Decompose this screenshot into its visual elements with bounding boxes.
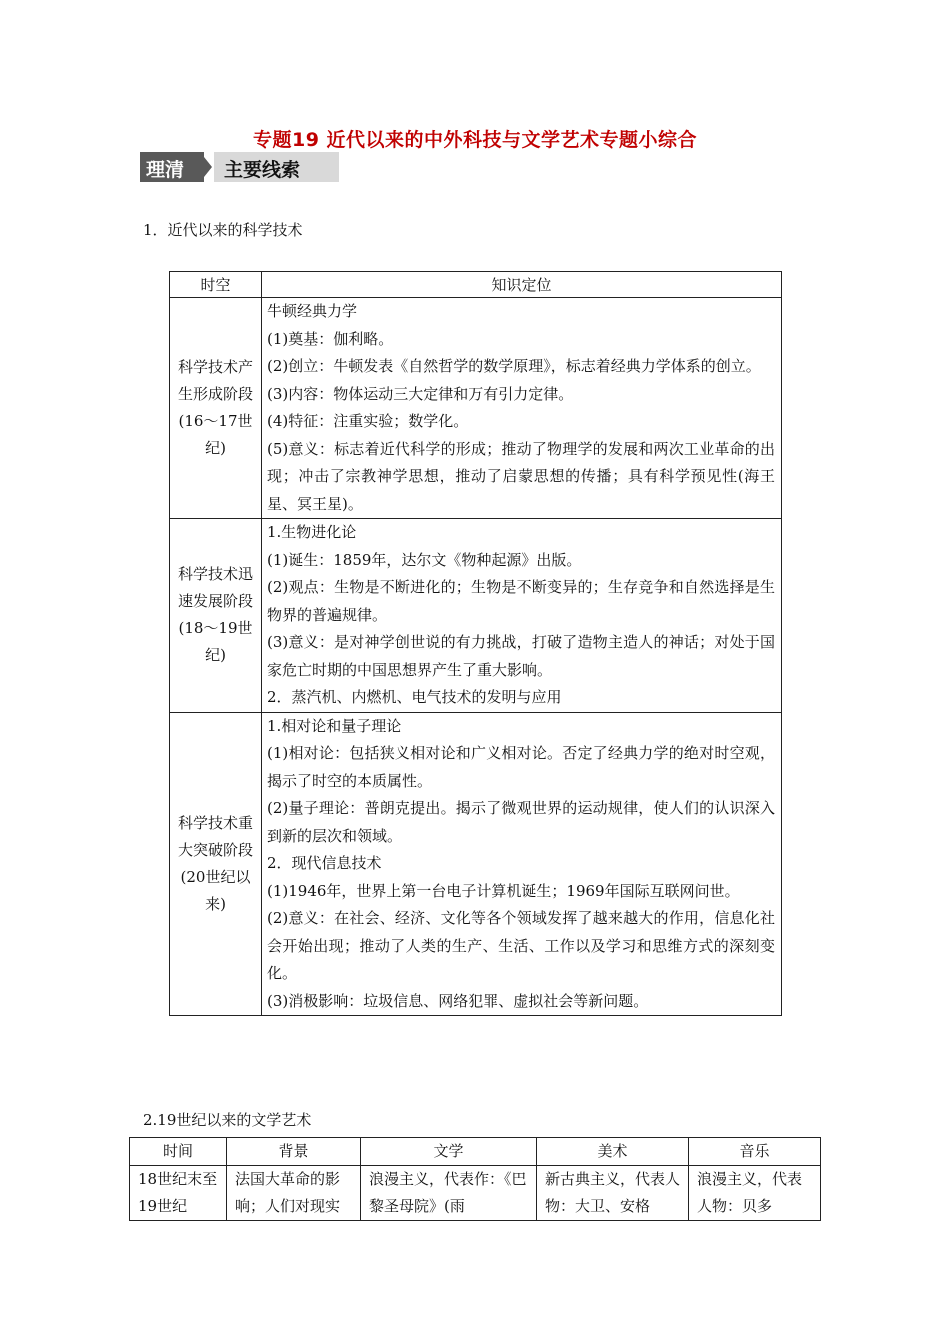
science-table — [169, 271, 782, 1016]
content-line: 1.生物进化论 — [267, 523, 357, 541]
period-cell: 科学技术产生形成阶段(16～17世纪) — [170, 298, 262, 519]
header-cell: 背景 — [227, 1138, 361, 1166]
table-cell: 18世纪末至19世纪 — [130, 1166, 227, 1221]
content-line: (3)内容：物体运动三大定律和万有引力定律。 — [267, 384, 574, 403]
page-title: 专题19 近代以来的中外科技与文学艺术专题小综合 — [252, 129, 698, 151]
section2-heading: 2.19世纪以来的文学艺术 — [143, 1111, 312, 1129]
header-cell: 时空 — [170, 272, 262, 298]
table-header-row — [170, 272, 782, 298]
content-line: (1)诞生：1859年，达尔文《物种起源》出版。 — [267, 550, 582, 569]
banner-tag: 理清 — [146, 159, 185, 181]
table-row — [170, 519, 782, 713]
period-cell: 科学技术迅速发展阶段(18～19世纪) — [170, 519, 262, 713]
content-line: (4)特征：注重实验；数学化。 — [267, 412, 469, 430]
content-line: (2)创立：牛顿发表《自然哲学的数学原理》，标志着经典力学体系的创立。 — [267, 357, 761, 375]
content-line: 1.相对论和量子理论 — [267, 716, 402, 735]
banner-label: 主要线索 — [224, 159, 301, 181]
content-line: (3)消极影响：垃圾信息、网络犯罪、虚拟社会等新问题。 — [267, 991, 649, 1010]
table-cell: 浪漫主义，代表作：《巴黎圣母院》(雨 — [361, 1166, 537, 1221]
content-line: (1)奠基：伽利略。 — [267, 329, 394, 348]
section-banner — [140, 152, 339, 182]
header-cell: 知识定位 — [262, 272, 782, 298]
content-line: 2．蒸汽机、内燃机、电气技术的发明与应用 — [267, 688, 562, 706]
content-line: (2)量子理论：普朗克提出。揭示了微观世界的运动规律，使人们的认识深入到新的层次和领域。 — [267, 799, 775, 845]
table-cell: 浪漫主义，代表人物：贝多 — [689, 1166, 821, 1221]
content-line: (1)相对论：包括狭义相对论和广义相对论。否定了经典力学的绝对时空观，揭示了时空的本质属性。 — [267, 744, 775, 790]
content-line: (5)意义：标志着近代科学的形成；推动了物理学的发展和两次工业革命的出现；冲击了宗教神学思想，推动了启蒙思想的传播；具有科学预见性(海王星、冥王星)。 — [267, 439, 775, 513]
header-cell: 文学 — [361, 1138, 537, 1166]
header-cell: 时间 — [130, 1138, 227, 1166]
content-line: (3)意义：是对神学创世说的有力挑战，打破了造物主造人的神话；对处于国家危亡时期的中国思想界产生了重大影响。 — [267, 633, 775, 679]
content-cell — [262, 298, 782, 519]
table-cell: 新古典主义，代表人物：大卫、安格 — [537, 1166, 689, 1221]
section1-heading: 1．近代以来的科学技术 — [143, 221, 303, 239]
period-cell: 科学技术重大突破阶段(20世纪以来) — [170, 712, 262, 1016]
table-header-row — [130, 1138, 821, 1166]
table-row — [170, 298, 782, 519]
banner-arrow-icon — [200, 152, 212, 182]
content-cell — [262, 519, 782, 713]
content-line: 牛顿经典力学 — [267, 302, 358, 320]
content-line: (1)1946年，世界上第一台电子计算机诞生；1969年国际互联网问世。 — [267, 881, 740, 900]
literature-art-table — [129, 1137, 821, 1221]
table-cell: 法国大革命的影响；人们对现实 — [227, 1166, 361, 1221]
content-cell — [262, 712, 782, 1016]
header-cell: 音乐 — [689, 1138, 821, 1166]
content-line: (2)意义：在社会、经济、文化等各个领域发挥了越来越大的作用，信息化社会开始出现；推动了人类的生产、生活、工作以及学习和思维方式的深刻变化。 — [267, 909, 775, 982]
content-line: 2．现代信息技术 — [267, 854, 382, 872]
content-line: (2)观点：生物是不断进化的；生物是不断变异的；生存竞争和自然选择是生物界的普遍规律。 — [267, 578, 775, 624]
header-cell: 美术 — [537, 1138, 689, 1166]
table-row — [130, 1166, 821, 1221]
table-row — [170, 712, 782, 1016]
